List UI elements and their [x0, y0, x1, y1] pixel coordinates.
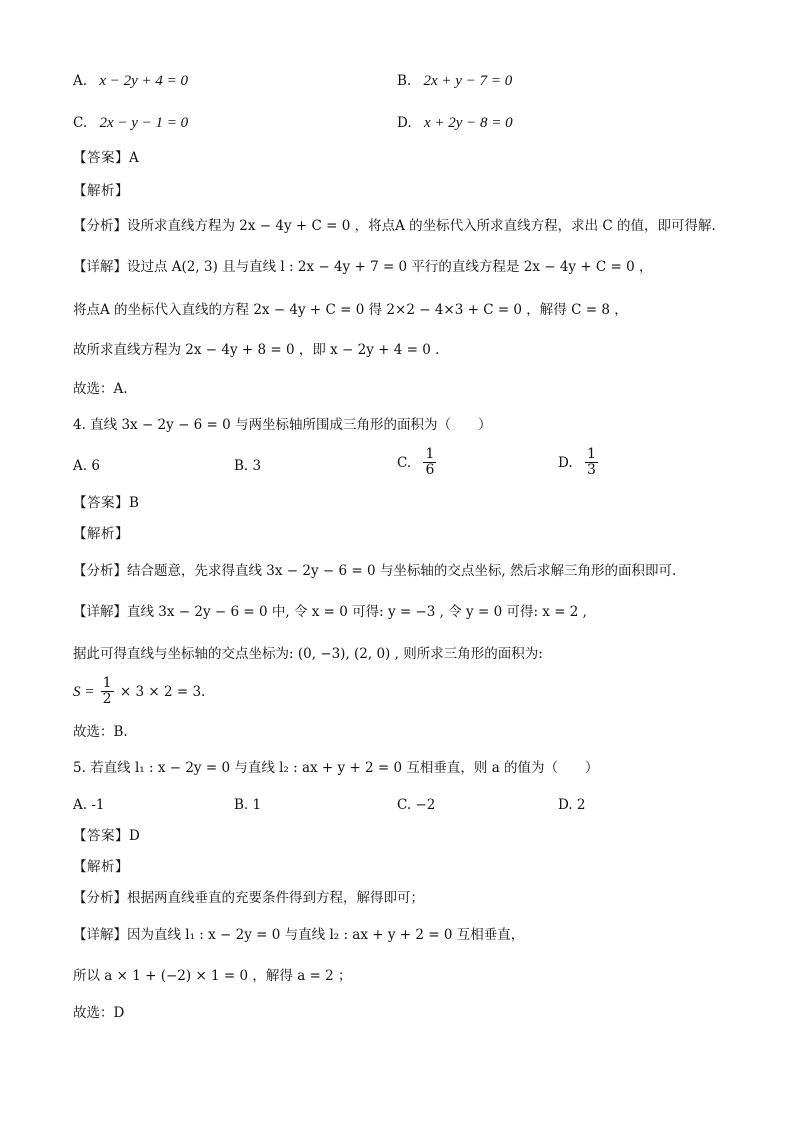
q3-choice: 故选：A.: [73, 381, 128, 397]
q4-option-c-label: C.: [397, 454, 412, 471]
q3-detail-2: 将点A 的坐标代入直线的方程 2x − 4y + C = 0 得 2×2 − 4×3 + C = 0 ，解得 C = 8 ，: [73, 302, 628, 318]
q5-option-c: C. −2: [397, 797, 436, 813]
q3-explanation-heading: 【解析】: [73, 183, 129, 199]
q3-option-b: [397, 72, 512, 90]
q5-answer: 【答案】D: [73, 828, 141, 844]
q3-option-c-label: C.: [73, 115, 88, 131]
q3-option-a-expr: x − 2y + 4 = 0: [99, 73, 189, 89]
q4-option-d-denominator: 3: [586, 462, 596, 479]
q4-area-numerator: 1: [102, 675, 112, 691]
q3-option-a-label: A.: [73, 73, 88, 89]
q3-option-c: [73, 114, 188, 132]
q3-answer: 【答案】A: [73, 150, 140, 166]
q4-detail-1: 【详解】直线 3x − 2y − 6 = 0 中, 令 x = 0 可得: y = −3 , 令 y = 0 可得: x = 2 ,: [73, 604, 587, 620]
q4-area-denominator: 2: [102, 691, 112, 708]
q4-option-d: [558, 447, 600, 479]
q4-area-left: S =: [73, 683, 95, 700]
q5-stem: 5. 若直线 l₁ : x − 2y = 0 与直线 l₂ : ax + y + 2 = 0 互相垂直，则 a 的值为（ ）: [73, 760, 599, 776]
q3-option-b-expr: 2x + y − 7 = 0: [423, 73, 513, 89]
q4-option-c-fraction: [423, 447, 436, 479]
q3-option-b-label: B.: [397, 73, 412, 89]
q4-option-d-fraction: [585, 447, 598, 479]
q5-analysis: 【分析】根据两直线垂直的充要条件得到方程，解得即可；: [73, 890, 424, 906]
q3-option-d-label: D.: [397, 115, 412, 131]
q3-option-d-expr: x + 2y − 8 = 0: [423, 115, 513, 131]
q3-option-d: [397, 114, 513, 132]
q5-option-d: D. 2: [558, 797, 586, 813]
q4-option-d-numerator: 1: [586, 446, 596, 462]
q4-option-c-numerator: 1: [425, 446, 435, 462]
q5-detail-2: 所以 a × 1 + (−2) × 1 = 0 ，解得 a = 2 ；: [73, 968, 352, 984]
q4-option-c: [397, 447, 438, 479]
q4-analysis: 【分析】结合题意，先求得直线 3x − 2y − 6 = 0 与坐标轴的交点坐标, 然后求解三角形的面积即可.: [73, 563, 677, 579]
q4-option-d-label: D.: [558, 454, 573, 471]
q4-stem: 4. 直线 3x − 2y − 6 = 0 与两坐标轴所围成三角形的面积为（ ）: [73, 417, 492, 433]
q4-explanation-heading: 【解析】: [73, 526, 129, 542]
q3-option-c-expr: 2x − y − 1 = 0: [99, 115, 189, 131]
q4-area-formula: [73, 676, 205, 708]
q4-choice: 故选：B.: [73, 724, 128, 740]
q5-detail-1: 【详解】因为直线 l₁ : x − 2y = 0 与直线 l₂ : ax + y + 2 = 0 互相垂直，: [73, 927, 525, 943]
q3-detail-1: 【详解】设过点 A(2, 3) 且与直线 l : 2x − 4y + 7 = 0 平行的直线方程是 2x − 4y + C = 0 ，: [73, 259, 653, 275]
q3-detail-3: 故所求直线方程为 2x − 4y + 8 = 0 ，即 x − 2y + 4 = 0 .: [73, 342, 440, 358]
q4-area-right: × 3 × 2 = 3.: [119, 683, 206, 700]
q4-answer: 【答案】B: [73, 495, 140, 511]
q4-option-b: B. 3: [234, 458, 262, 474]
q4-detail-2: 据此可得直线与坐标轴的交点坐标为: (0, −3), (2, 0) , 则所求三角形的面积为:: [73, 646, 543, 662]
q4-area-fraction: [101, 676, 114, 708]
q4-option-a: A. 6: [73, 458, 100, 474]
q5-option-a: A. -1: [73, 797, 105, 813]
q3-option-a: [73, 72, 188, 90]
q5-option-b: B. 1: [234, 797, 262, 813]
q5-choice: 故选：D: [73, 1005, 125, 1021]
q3-analysis: 【分析】设所求直线方程为 2x − 4y + C = 0 ，将点A 的坐标代入所求直线方程，求出 C 的值，即可得解.: [73, 218, 716, 234]
q5-explanation-heading: 【解析】: [73, 859, 129, 875]
q4-option-c-denominator: 6: [425, 462, 435, 479]
